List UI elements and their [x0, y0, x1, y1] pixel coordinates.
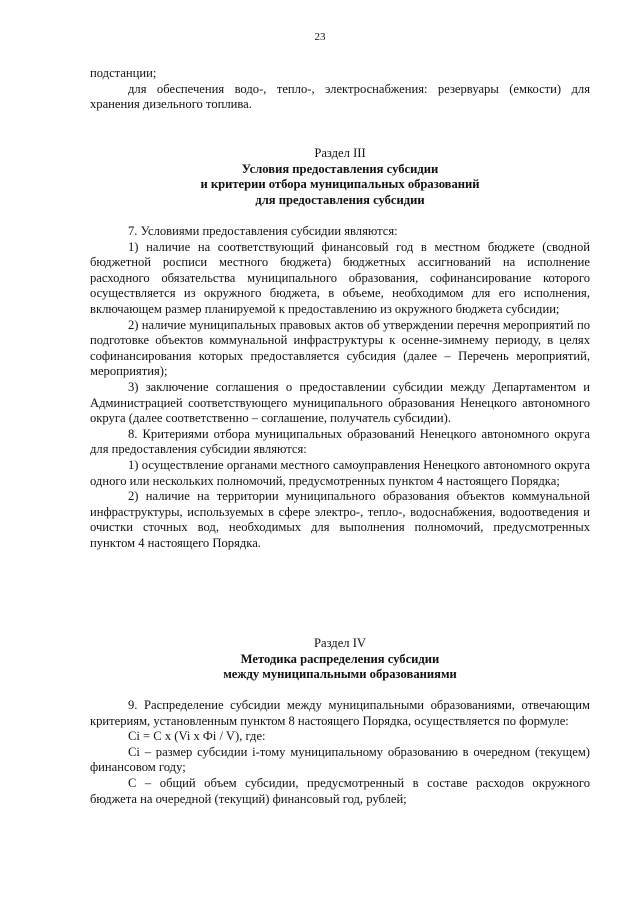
paragraph: подстанции; [90, 66, 157, 80]
paragraph: C – общий объем субсидии, предусмотренный в составе расходов окружного бюджета на очередной (текущий) финансовый год, рублей; [90, 775, 590, 806]
paragraph: для обеспечения водо-, тепло-, электроснабжения: резервуары (емкости) для хранения дизельного топлива. [90, 81, 590, 112]
paragraph: 9. Распределение субсидии между муниципальными образованиями, отвечающим критериям, установленным пунктом 8 настоящего Порядка, осуществляется по формуле: [90, 698, 590, 728]
paragraph: 1) наличие на соответствующий финансовый год в местном бюджете (сводной бюджетной росписи местного бюджета) бюджетных ассигнований на исполнение расходного обязательства муниципального образования, софинансирование которого осуществляется из окружного бюджета, в объеме, необходимом для его исполнения, включающем размер планируемой к предоставлению из окружного бюджета субсидии; [90, 239, 590, 316]
paragraph: 2) наличие муниципальных правовых актов об утверждении перечня мероприятий по подготовке объектов коммунальной инфраструктуры к осенне-зимнему периоду, в целях софинансирования которых предоставляется субсидия (далее – Перечень мероприятий, мероприятия); [90, 317, 590, 379]
paragraph: Ci – размер субсидии i-тому муниципальному образованию в очередном (текущем) финансовом году; [90, 744, 590, 775]
top-block [90, 66, 590, 113]
section-3-body [90, 224, 590, 551]
paragraph: 8. Критериями отбора муниципальных образований Ненецкого автономного округа для предоставления субсидии являются: [90, 426, 590, 457]
paragraph: 1) осуществление органами местного самоуправления Ненецкого автономного округа одного или нескольких полномочий, предусмотренных пунктом 4 настоящего Порядка; [90, 457, 590, 488]
section-4-heading [90, 636, 590, 683]
formula: Ci = C x (Vi x Фi / V), где: [128, 729, 266, 744]
paragraph: 2) наличие на территории муниципального образования объектов коммунальной инфраструктуры, используемых в сфере электро-, тепло-, водоснабжения, водоотведения и очистки сточных вод, необходимых для выполнения полномочий, предусмотренных пунктом 4 настоящего Порядка. [90, 489, 590, 550]
page-number: 23 [314, 31, 326, 43]
section-title-line: между муниципальными образованиями [223, 667, 457, 682]
paragraph: 3) заключение соглашения о предоставлении субсидии между Департаментом и Администрацией соответствующего муниципального образования Ненецкого автономного округа (далее соответственно – соглашение, получатель субсидии). [90, 379, 590, 426]
section-3-heading [90, 146, 590, 208]
section-title-line: и критерии отбора муниципальных образований [200, 177, 480, 192]
section-4-body [90, 698, 590, 807]
section-title-line: для предоставления субсидии [255, 192, 425, 207]
section-title-line: Условия предоставления субсидии [241, 161, 439, 176]
section-label: Раздел III [314, 146, 366, 160]
paragraph: 7. Условиями предоставления субсидии являются: [128, 224, 398, 238]
section-label: Раздел IV [313, 636, 367, 650]
section-title-line: Методика распределения субсидии [240, 651, 440, 666]
